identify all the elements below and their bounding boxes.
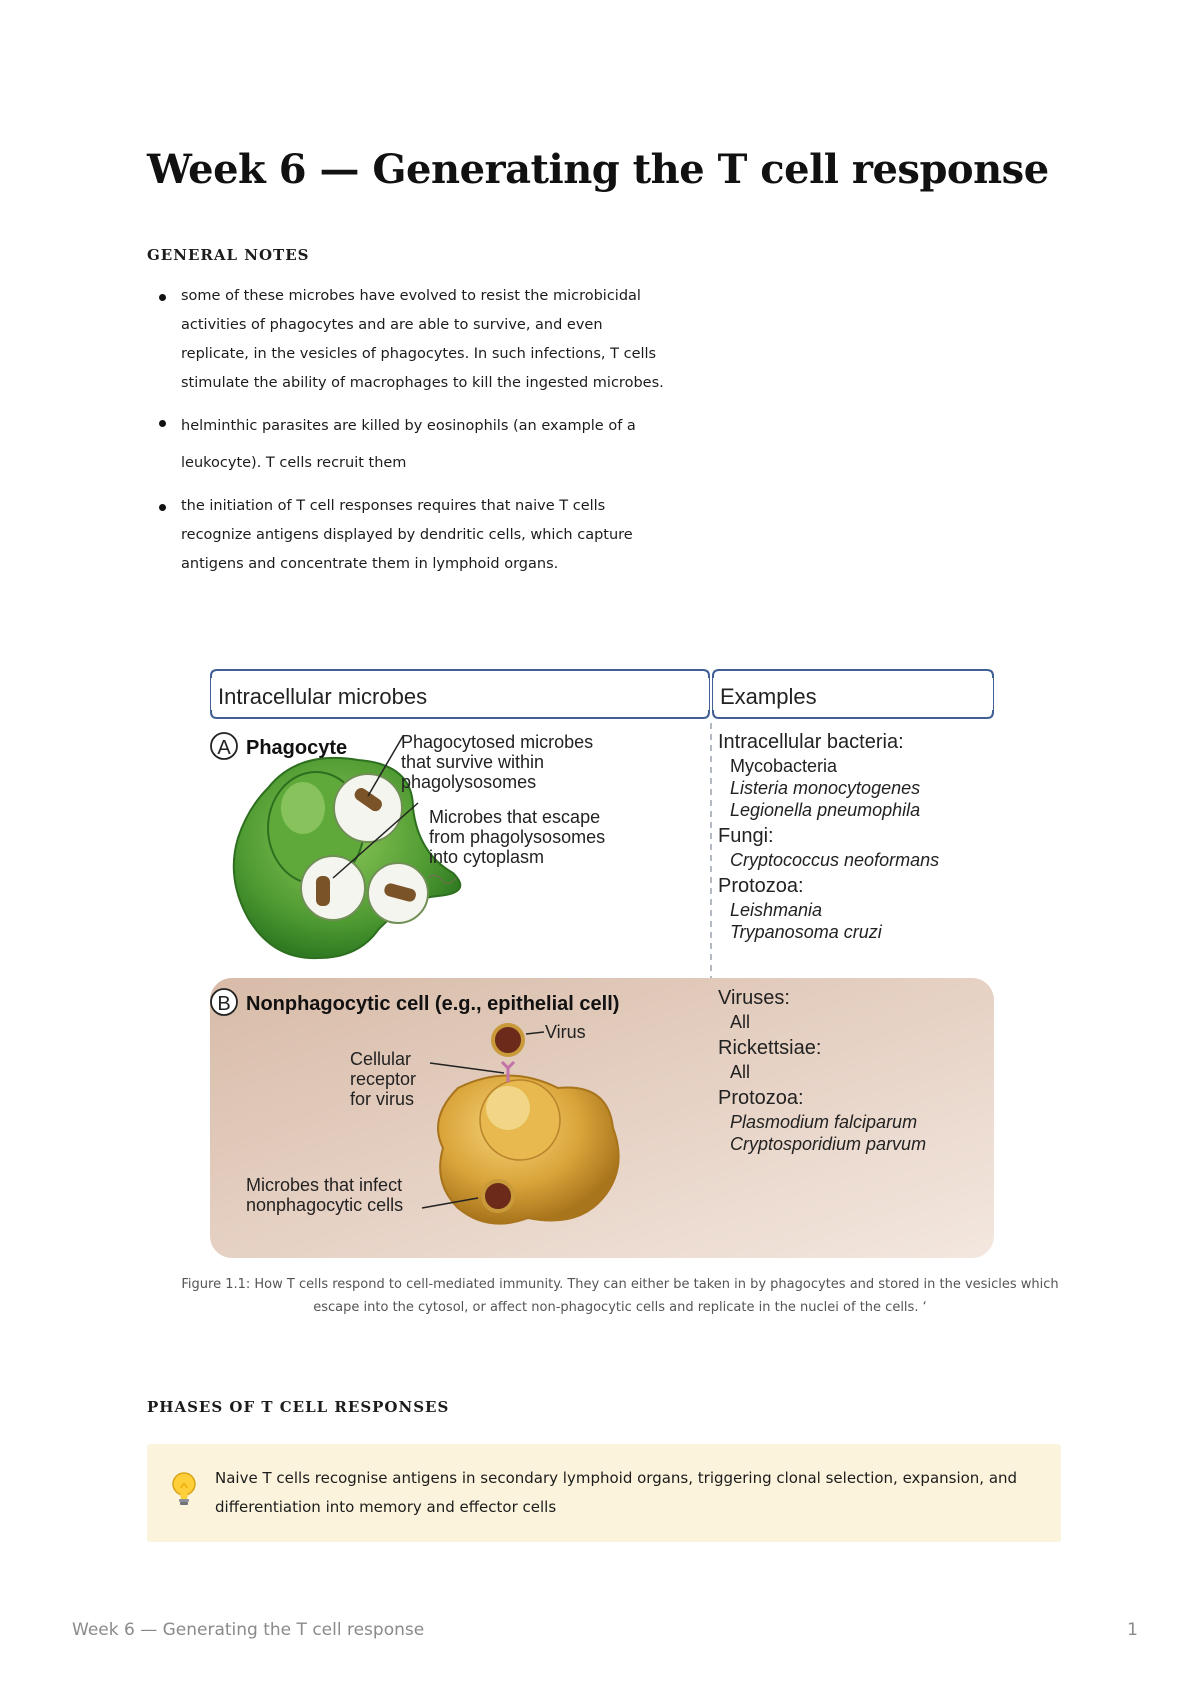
example-organism: Leishmania	[730, 900, 823, 920]
label-escape-line3: into cytoplasm	[429, 847, 545, 867]
example-organism: Trypanosoma cruzi	[730, 922, 882, 942]
figure-intracellular-microbes	[208, 668, 998, 1260]
bacterium	[316, 876, 330, 906]
example-organism: Cryptosporidium parvum	[730, 1134, 927, 1154]
page-title: Week 6 — Generating the T cell response	[147, 146, 1049, 193]
panel-b-letter: B	[217, 993, 231, 1015]
virus-particle	[493, 1025, 523, 1055]
label-receptor-line1: Cellular	[350, 1049, 412, 1069]
header-right-label: Examples	[720, 684, 817, 709]
phagolysosome	[301, 856, 365, 920]
lightbulb-icon	[169, 1470, 199, 1510]
example-organism: Plasmodium falciparum	[730, 1112, 918, 1132]
phagolysosome	[334, 774, 402, 842]
example-organism: Listeria monocytogenes	[730, 778, 921, 798]
footer-title: Week 6 — Generating the T cell response	[72, 1620, 425, 1640]
example-organism: Legionella pneumophila	[730, 800, 921, 820]
example-organism: All	[730, 1012, 751, 1032]
label-receptor-line3: for virus	[350, 1089, 415, 1109]
examples-a	[718, 731, 939, 942]
callout-text: Naive T cells recognise antigens in secondary lymphoid organs, triggering clonal selection, expansion, and differentiation into memory and effector cells	[215, 1469, 1018, 1516]
example-category: Viruses:	[718, 987, 790, 1009]
figure-caption: Figure 1.1: How T cells respond to cell-mediated immunity. They can either be taken in by phagocytes and stored in the vesicles which escape into the cytosol, or affect non-phagocytic cells and replicate in the nuclei of the cells. ‘	[181, 1277, 1059, 1315]
example-category: Fungi:	[718, 825, 774, 847]
panel-a-letter: A	[217, 737, 231, 759]
example-organism: Mycobacteria	[730, 756, 838, 776]
panel-b-title: Nonphagocytic cell (e.g., epithelial cell)	[246, 993, 620, 1015]
footer-page-number: 1	[1127, 1620, 1138, 1640]
callout-box	[147, 1444, 1061, 1542]
virus-particle	[483, 1181, 513, 1211]
general-notes-heading: GENERAL NOTES	[147, 246, 310, 264]
label-survive-line3: phagolysosomes	[401, 772, 537, 792]
header-left-label: Intracellular microbes	[218, 684, 428, 709]
example-category: Intracellular bacteria:	[718, 731, 904, 753]
example-organism: All	[730, 1062, 751, 1082]
label-infect-line1: Microbes that infect	[246, 1175, 403, 1195]
example-category: Rickettsiae:	[718, 1037, 822, 1059]
general-notes-list	[147, 282, 667, 589]
panel-a-title: Phagocyte	[246, 737, 348, 759]
phases-heading: PHASES OF T CELL RESPONSES	[147, 1398, 450, 1416]
list-item: helminthic parasites are killed by eosinophils (an example of a leukocyte). T cells recruit them	[147, 408, 667, 482]
label-escape-line2: from phagolysosomes	[429, 827, 606, 847]
example-organism: Cryptococcus neoformans	[730, 850, 940, 870]
label-survive-line2: that survive within	[401, 752, 545, 772]
list-item: the initiation of T cell responses requires that naive T cells recognize antigens displayed by dendritic cells, which capture antigens and concentrate them in lymphoid organs.	[147, 492, 667, 579]
label-escape-line1: Microbes that escape	[429, 807, 601, 827]
label-infect-line2: nonphagocytic cells	[246, 1195, 404, 1215]
label-survive-line1: Phagocytosed microbes	[401, 732, 594, 752]
example-category: Protozoa:	[718, 875, 804, 897]
list-item: some of these microbes have evolved to resist the microbicidal activities of phagocytes and are able to survive, and even replicate, in the vesicles of phagocytes. In such infections, T cells stimulate the ability of macrophages to kill the ingested microbes.	[147, 282, 667, 398]
label-receptor-line2: receptor	[350, 1069, 417, 1089]
label-virus: Virus	[545, 1022, 586, 1042]
figure-illustration	[208, 668, 998, 1260]
example-category: Protozoa:	[718, 1087, 804, 1109]
